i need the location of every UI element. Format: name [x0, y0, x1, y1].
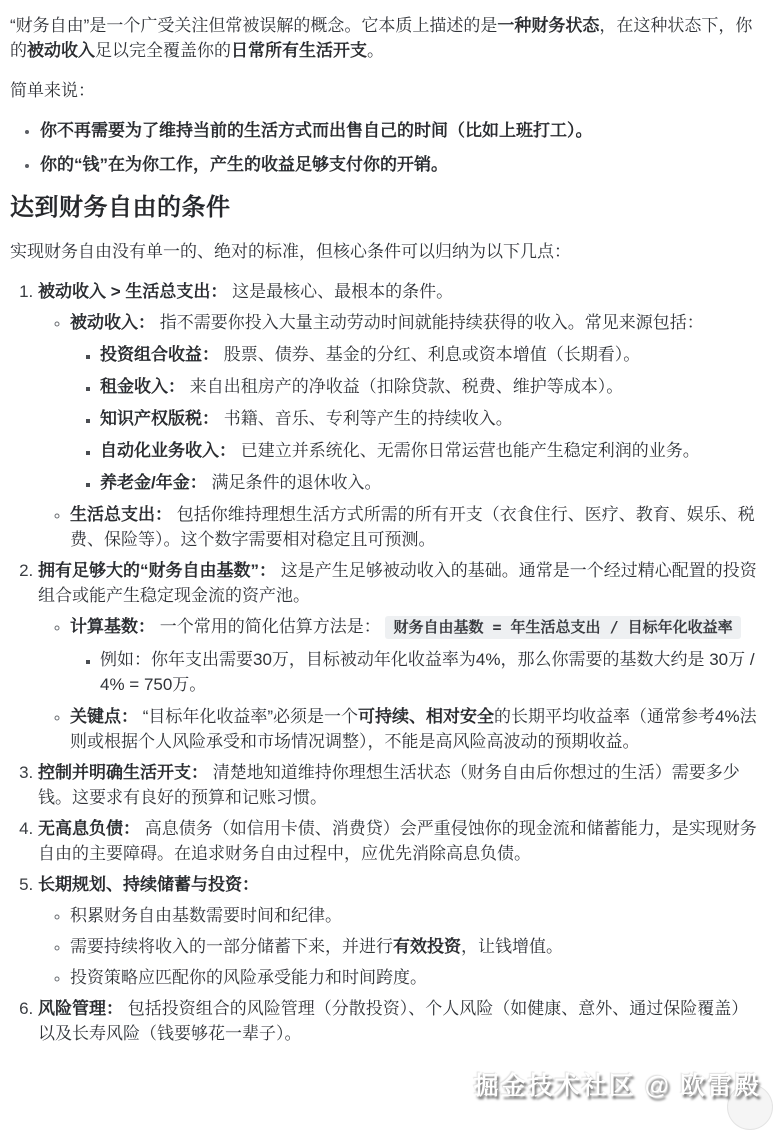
sub-list [70, 647, 765, 697]
text-run: 书籍、音乐、专利等产生的持续收入。 [219, 409, 513, 428]
sub-list [38, 310, 765, 552]
list-item [70, 903, 765, 928]
text-run: 包括你维持理想生活方式所需的所有开支（衣食住行、医疗、教育、娱乐、税费、保险等）。这个数字需要相对稳定且可预测。 [70, 505, 755, 549]
bold-run: 拥有足够大的“财务自由基数”： [38, 561, 276, 580]
text-run: 实现财务自由没有单一的、绝对的标准，但核心条件可以归纳为以下几点： [10, 242, 571, 261]
list-item [100, 374, 765, 399]
bold-run: 计算基数： [70, 617, 155, 636]
bold-run: 关键点： [70, 707, 138, 726]
list-item [38, 872, 765, 990]
text-run: 。 [367, 41, 384, 60]
sub-list [38, 903, 765, 990]
text-run: 来自出租房产的净收益（扣除贷款、税费、维护等成本）。 [185, 377, 624, 396]
list-item [100, 647, 765, 697]
text-run: 积累财务自由基数需要时间和纪律。 [70, 906, 342, 925]
bold-run: 被动收入 [27, 41, 95, 60]
list-item [70, 965, 765, 990]
text-run: 指不需要你投入大量主动劳动时间就能持续获得的收入。常见来源包括： [155, 313, 704, 332]
list-item [38, 279, 765, 552]
bold-run: 无高息负债： [38, 819, 140, 838]
bold-run: 日常所有生活开支 [231, 41, 367, 60]
list-item [100, 438, 765, 463]
text-run: 这是最核心、最根本的条件。 [227, 282, 454, 301]
list-item [38, 760, 765, 810]
bold-run: 你不再需要为了维持当前的生活方式而出售自己的时间（比如上班打工）。 [40, 121, 593, 140]
text-run: 包括投资组合的风险管理（分散投资）、个人风险（如健康、意外、通过保险覆盖）以及长寿风险（钱要够花一辈子）。 [38, 999, 749, 1043]
sub-list [70, 342, 765, 495]
text-run: 满足条件的退休收入。 [206, 473, 382, 492]
bold-run: 投资组合收益： [100, 345, 219, 364]
text-run: 一个常用的简化估算方法是： [155, 617, 386, 636]
paragraph [10, 78, 765, 103]
text-run: 这是产生足够被动收入的基础。通常是一个经过精心配置的投资组合或能产生稳定现金流的资产池。 [38, 561, 757, 605]
bold-run: 风险管理： [38, 999, 123, 1018]
bold-run: 你的“钱”在为你工作，产生的收益足够支付你的开销。 [40, 155, 448, 174]
bold-run: 可持续、相对安全 [358, 707, 495, 726]
section-heading [10, 192, 765, 224]
list-item [70, 614, 765, 697]
text-run: 需要持续将收入的一部分储蓄下来，并进行 [70, 937, 393, 956]
list-item [70, 310, 765, 495]
list-item [40, 118, 765, 143]
bold-run: 租金收入： [100, 377, 185, 396]
paragraph [10, 239, 765, 264]
text-run: 清楚地知道维持你理想生活状态（财务自由后你想过的生活）需要多少钱。这要求有良好的预算和记账习惯。 [38, 763, 740, 807]
bold-run: 知识产权版税： [100, 409, 219, 428]
inline-code: 财务自由基数 = 年生活总支出 / 目标年化收益率 [385, 616, 740, 639]
list-item [100, 342, 765, 367]
bold-run: 被动收入： [70, 313, 155, 332]
text-run: 已建立并系统化、无需你日常运营也能产生稳定利润的业务。 [236, 441, 700, 460]
paragraph [10, 13, 765, 63]
text-run: ，让钱增值。 [461, 937, 563, 956]
text-run: “财务自由”是一个广受关注但常被误解的概念。它本质上描述的是 [10, 16, 498, 35]
list-item [100, 470, 765, 495]
text-run: 股票、债券、基金的分红、利息或资本增值（长期看）。 [219, 345, 641, 364]
corner-circle-decoration [727, 1084, 773, 1130]
bold-run: 控制并明确生活开支： [38, 763, 208, 782]
bold-run: 有效投资 [393, 937, 461, 956]
list-item [38, 816, 765, 866]
bold-run: 养老金/年金： [100, 473, 207, 492]
list-item [70, 934, 765, 959]
list-item [38, 996, 765, 1046]
bullet-list [10, 118, 765, 177]
text-run: 达到财务自由的条件 [10, 194, 231, 221]
list-item [38, 558, 765, 754]
numbered-list [10, 279, 765, 1046]
sub-list [38, 614, 765, 754]
text-run: “目标年化收益率”必须是一个 [138, 707, 359, 726]
text-run: 高息债务（如信用卡债、消费贷）会严重侵蚀你的现金流和储蓄能力，是实现财务自由的主要障碍。在追求财务自由过程中，应优先消除高息负债。 [38, 819, 757, 863]
bold-run: 生活总支出： [70, 505, 172, 524]
text-run: 的长期平均收益率（通常参考4%法则或根据个人风险承受和市场情况调整），不能是高风险高波动的预期收益。 [70, 707, 757, 751]
bold-run: 自动化业务收入： [100, 441, 236, 460]
text-run: 投资策略应匹配你的风险承受能力和时间跨度。 [70, 968, 427, 987]
list-item [70, 502, 765, 552]
bold-run: 被动收入 > 生活总支出： [38, 282, 228, 301]
list-item [40, 152, 765, 177]
text-run: 足以完全覆盖你的 [95, 41, 231, 60]
text-run: 例如：你年支出需要30万，目标被动年化收益率为4%，那么你需要的基数大约是 30万 / 4% = 750万。 [100, 650, 755, 694]
text-run: 简单来说： [10, 81, 95, 100]
list-item [100, 406, 765, 431]
watermark: 掘金技术社区 @ 欧雷殿 [473, 1072, 761, 1100]
text-run: ，在这种状态下，你的 [10, 16, 753, 60]
bold-run: 一种财务状态 [497, 16, 600, 35]
list-item [70, 704, 765, 754]
bold-run: 长期规划、持续储蓄与投资： [38, 875, 259, 894]
